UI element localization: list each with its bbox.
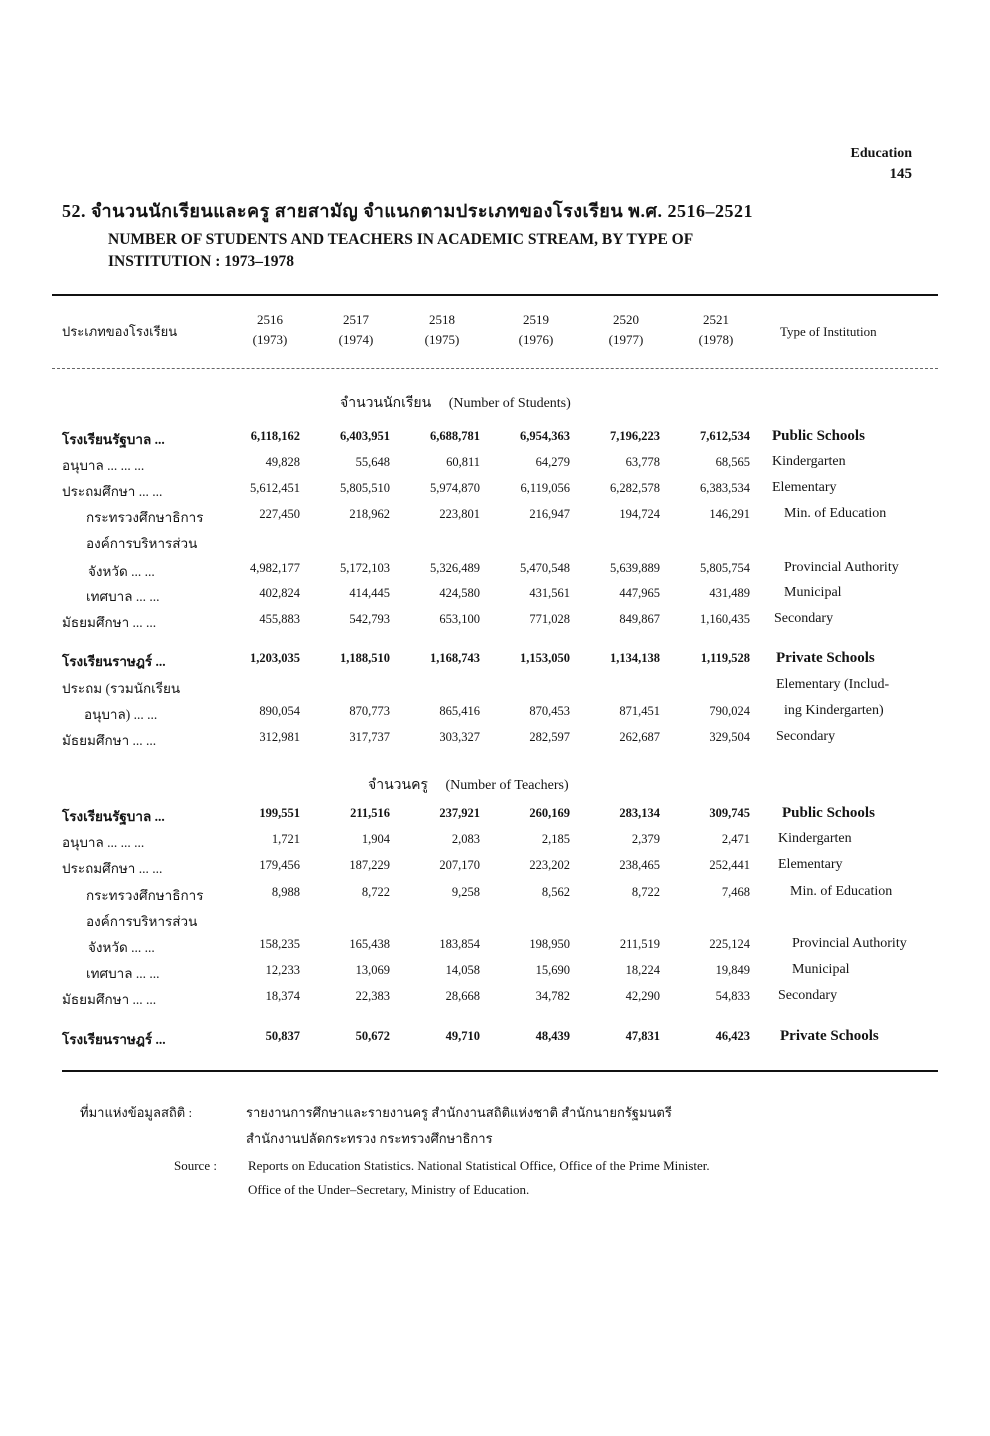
row-label-thai: กระทรวงศึกษาธิการ <box>86 510 204 525</box>
table-cell: 6,118,162 <box>250 429 300 443</box>
table-cell: 194,724 <box>619 507 660 521</box>
row-label-thai: มัธยมศึกษา ... ... <box>62 733 157 748</box>
table-cell: 50,672 <box>355 1029 390 1043</box>
row-label-english: Private Schools <box>780 1028 879 1044</box>
table-cell: 183,854 <box>439 937 480 951</box>
row-label-thai: กระทรวงศึกษาธิการ <box>86 888 204 903</box>
row-label-thai: โรงเรียนรัฐบาล ... <box>62 809 165 824</box>
year-be: 2516 <box>257 312 283 327</box>
table-cell: 5,172,103 <box>340 561 390 575</box>
table-cell: 2,083 <box>451 832 480 846</box>
table-cell: 2,471 <box>721 832 750 846</box>
source-english-label: Source : <box>174 1158 217 1173</box>
table-cell: 4,982,177 <box>250 561 300 575</box>
table-cell: 2,185 <box>541 832 570 846</box>
row-label-english: Min. of Education <box>790 884 893 899</box>
table-cell: 15,690 <box>535 963 570 977</box>
running-header-section: Education <box>850 146 912 161</box>
table-cell: 48,439 <box>535 1029 570 1043</box>
teachers-section-english: (Number of Teachers) <box>445 778 569 793</box>
row-label-english: ing Kindergarten) <box>784 703 884 718</box>
row-label-english: Provincial Authority <box>784 560 899 575</box>
table-cell: 238,465 <box>619 858 660 872</box>
table-cell: 42,290 <box>625 989 660 1003</box>
table-cell: 790,024 <box>709 704 750 718</box>
row-label-thai: อนุบาล ... ... ... <box>62 458 145 473</box>
row-label-thai: เทศบาล ... ... <box>86 966 160 981</box>
table-cell: 317,737 <box>349 730 390 744</box>
table-cell: 14,058 <box>445 963 480 977</box>
table-cell: 218,962 <box>349 507 390 521</box>
header-divider <box>52 368 938 369</box>
table-cell: 55,648 <box>355 455 390 469</box>
table-cell: 18,224 <box>625 963 660 977</box>
table-cell: 211,516 <box>350 806 390 820</box>
row-label-thai: จังหวัด ... ... <box>88 564 155 579</box>
table-cell: 5,974,870 <box>430 481 480 495</box>
table-cell: 225,124 <box>709 937 750 951</box>
year-ce: (1975) <box>424 332 460 347</box>
year-be: 2520 <box>613 312 639 327</box>
table-cell: 5,470,548 <box>520 561 570 575</box>
table-cell: 542,793 <box>349 612 390 626</box>
row-label-english: Secondary <box>776 729 836 744</box>
row-label-english: Secondary <box>778 988 838 1003</box>
table-cell: 5,326,489 <box>430 561 480 575</box>
table-cell: 6,119,056 <box>520 481 570 495</box>
year-header <box>316 310 396 350</box>
source-thai-line2: สำนักงานปลัดกระทรวง กระทรวงศึกษาธิการ <box>246 1131 493 1146</box>
table-cell: 211,519 <box>619 937 660 951</box>
row-label-english: Elementary (Includ- <box>776 677 890 692</box>
table-cell: 50,837 <box>265 1029 300 1043</box>
table-cell: 653,100 <box>439 612 480 626</box>
year-be: 2518 <box>429 312 455 327</box>
table-cell: 1,134,138 <box>610 651 660 665</box>
year-ce: (1976) <box>518 332 554 347</box>
table-cell: 198,950 <box>529 937 570 951</box>
table-cell: 260,169 <box>529 806 570 820</box>
table-cell: 283,134 <box>619 806 660 820</box>
table-cell: 1,153,050 <box>520 651 570 665</box>
table-cell: 158,235 <box>259 937 300 951</box>
source-english-line2: Office of the Under–Secretary, Ministry of Education. <box>248 1182 530 1197</box>
year-be: 2519 <box>523 312 549 327</box>
table-cell: 870,773 <box>349 704 390 718</box>
table-cell: 63,778 <box>625 455 660 469</box>
row-label-english: Municipal <box>792 962 850 977</box>
row-label-thai: โรงเรียนราษฎร์ ... <box>62 654 166 669</box>
table-cell: 237,921 <box>439 806 480 820</box>
year-header <box>496 310 576 350</box>
year-header <box>586 310 666 350</box>
table-cell: 849,867 <box>619 612 660 626</box>
table-cell: 871,451 <box>619 704 660 718</box>
header-thai-label: ประเภทของโรงเรียน <box>62 324 178 339</box>
table-cell: 223,202 <box>529 858 570 872</box>
table-cell: 309,745 <box>709 806 750 820</box>
table-cell: 8,722 <box>361 885 390 899</box>
row-label-english: Public Schools <box>782 805 875 821</box>
header-english-label: Type of Institution <box>780 324 877 339</box>
table-cell: 12,233 <box>265 963 300 977</box>
table-cell: 216,947 <box>529 507 570 521</box>
row-label-english: Public Schools <box>772 428 865 444</box>
table-cell: 1,904 <box>361 832 390 846</box>
row-label-thai: มัธยมศึกษา ... ... <box>62 992 157 1007</box>
table-cell: 5,639,889 <box>610 561 660 575</box>
table-cell: 9,258 <box>451 885 480 899</box>
row-label-english: Kindergarten <box>778 831 852 846</box>
row-label-thai: เทศบาล ... ... <box>86 589 160 604</box>
table-cell: 28,668 <box>445 989 480 1003</box>
row-label-english: Provincial Authority <box>792 936 907 951</box>
table-cell: 6,282,578 <box>610 481 660 495</box>
table-cell: 1,168,743 <box>430 651 480 665</box>
table-bottom-rule <box>62 1070 938 1072</box>
source-english-line1: Reports on Education Statistics. National Statistical Office, Office of the Prime Minister. <box>248 1158 710 1173</box>
table-title-english-line1: NUMBER OF STUDENTS AND TEACHERS IN ACADEMIC STREAM, BY TYPE OF <box>108 231 694 248</box>
table-cell: 1,188,510 <box>340 651 390 665</box>
table-cell: 146,291 <box>709 507 750 521</box>
row-label-thai: โรงเรียนราษฎร์ ... <box>62 1032 166 1047</box>
row-label-english: Elementary <box>772 480 837 495</box>
row-label-english: Municipal <box>784 585 842 600</box>
table-cell: 7,612,534 <box>700 429 750 443</box>
table-cell: 1,119,528 <box>700 651 750 665</box>
year-ce: (1974) <box>338 332 374 347</box>
table-cell: 6,383,534 <box>700 481 750 495</box>
row-label-thai: ประถมศึกษา ... ... <box>62 484 163 499</box>
year-ce: (1977) <box>608 332 644 347</box>
table-cell: 207,170 <box>439 858 480 872</box>
table-cell: 6,403,951 <box>340 429 390 443</box>
table-cell: 187,229 <box>349 858 390 872</box>
row-label-thai: จังหวัด ... ... <box>88 940 155 955</box>
table-cell: 5,805,510 <box>340 481 390 495</box>
row-label-english: Kindergarten <box>772 454 846 469</box>
table-cell: 8,562 <box>541 885 570 899</box>
table-cell: 771,028 <box>529 612 570 626</box>
table-cell: 431,561 <box>529 586 570 600</box>
table-cell: 424,580 <box>439 586 480 600</box>
page-number: 145 <box>889 166 912 182</box>
row-label-english: Secondary <box>774 611 834 626</box>
year-header <box>676 310 756 350</box>
row-label-thai: ประถมศึกษา ... ... <box>62 861 163 876</box>
table-cell: 6,954,363 <box>520 429 570 443</box>
table-cell: 303,327 <box>439 730 480 744</box>
table-cell: 18,374 <box>265 989 300 1003</box>
table-cell: 5,805,754 <box>700 561 750 575</box>
table-top-rule <box>52 294 938 296</box>
table-cell: 8,988 <box>271 885 300 899</box>
table-cell: 60,811 <box>446 455 480 469</box>
table-cell: 447,965 <box>619 586 660 600</box>
row-label-thai: โรงเรียนรัฐบาล ... <box>62 432 165 447</box>
table-cell: 1,160,435 <box>700 612 750 626</box>
table-cell: 165,438 <box>349 937 390 951</box>
students-section-english: (Number of Students) <box>448 396 571 411</box>
table-cell: 2,379 <box>631 832 660 846</box>
table-cell: 179,456 <box>259 858 300 872</box>
table-cell: 34,782 <box>535 989 570 1003</box>
table-cell: 890,054 <box>259 704 300 718</box>
table-cell: 414,445 <box>349 586 390 600</box>
year-be: 2521 <box>703 312 729 327</box>
row-label-english: Elementary <box>778 857 843 872</box>
table-cell: 1,721 <box>271 832 300 846</box>
table-cell: 7,196,223 <box>610 429 660 443</box>
teachers-section-thai: จำนวนครู <box>368 778 428 793</box>
table-cell: 49,710 <box>445 1029 480 1043</box>
table-cell: 262,687 <box>619 730 660 744</box>
table-cell: 329,504 <box>709 730 750 744</box>
year-ce: (1973) <box>252 332 288 347</box>
table-cell: 13,069 <box>355 963 390 977</box>
teachers-section-heading <box>368 774 569 796</box>
table-cell: 252,441 <box>709 858 750 872</box>
table-cell: 870,453 <box>529 704 570 718</box>
table-title-thai: 52. จำนวนนักเรียนและครู สายสามัญ จำแนกตามประเภทของโรงเรียน พ.ศ. 2516–2521 <box>62 201 753 221</box>
table-cell: 455,883 <box>259 612 300 626</box>
students-section-heading <box>340 392 571 414</box>
row-label-thai: ประถม (รวมนักเรียน <box>62 681 181 696</box>
table-cell: 46,423 <box>715 1029 750 1043</box>
table-cell: 5,612,451 <box>250 481 300 495</box>
table-cell: 282,597 <box>529 730 570 744</box>
students-section-thai: จำนวนนักเรียน <box>340 396 432 411</box>
year-header <box>402 310 482 350</box>
table-cell: 22,383 <box>355 989 390 1003</box>
source-thai-line1: รายงานการศึกษาและรายงานครู สำนักงานสถิติแห่งชาติ สำนักนายกรัฐมนตรี <box>246 1105 672 1120</box>
year-header <box>230 310 310 350</box>
table-cell: 7,468 <box>721 885 750 899</box>
table-title-english-line2: INSTITUTION : 1973–1978 <box>108 253 295 270</box>
table-cell: 1,203,035 <box>250 651 300 665</box>
source-thai-label: ที่มาแห่งข้อมูลสถิติ : <box>80 1105 193 1120</box>
row-label-english: Private Schools <box>776 650 875 666</box>
table-cell: 227,450 <box>259 507 300 521</box>
table-cell: 431,489 <box>709 586 750 600</box>
year-ce: (1978) <box>698 332 734 347</box>
table-cell: 47,831 <box>625 1029 660 1043</box>
year-be: 2517 <box>343 312 369 327</box>
row-label-thai: อนุบาล ... ... ... <box>62 835 145 850</box>
table-cell: 8,722 <box>631 885 660 899</box>
table-cell: 223,801 <box>439 507 480 521</box>
table-cell: 199,551 <box>259 806 300 820</box>
row-label-thai: มัธยมศึกษา ... ... <box>62 615 157 630</box>
table-cell: 402,824 <box>259 586 300 600</box>
table-cell: 64,279 <box>535 455 570 469</box>
table-cell: 865,416 <box>439 704 480 718</box>
row-label-english: Min. of Education <box>784 506 887 521</box>
row-label-thai: องค์การบริหารส่วน <box>86 536 198 551</box>
table-cell: 312,981 <box>259 730 300 744</box>
table-cell: 68,565 <box>715 455 750 469</box>
table-cell: 54,833 <box>715 989 750 1003</box>
row-label-thai: อนุบาล) ... ... <box>84 707 158 722</box>
table-cell: 19,849 <box>715 963 750 977</box>
table-cell: 49,828 <box>265 455 300 469</box>
row-label-thai: องค์การบริหารส่วน <box>86 914 198 929</box>
table-cell: 6,688,781 <box>430 429 480 443</box>
